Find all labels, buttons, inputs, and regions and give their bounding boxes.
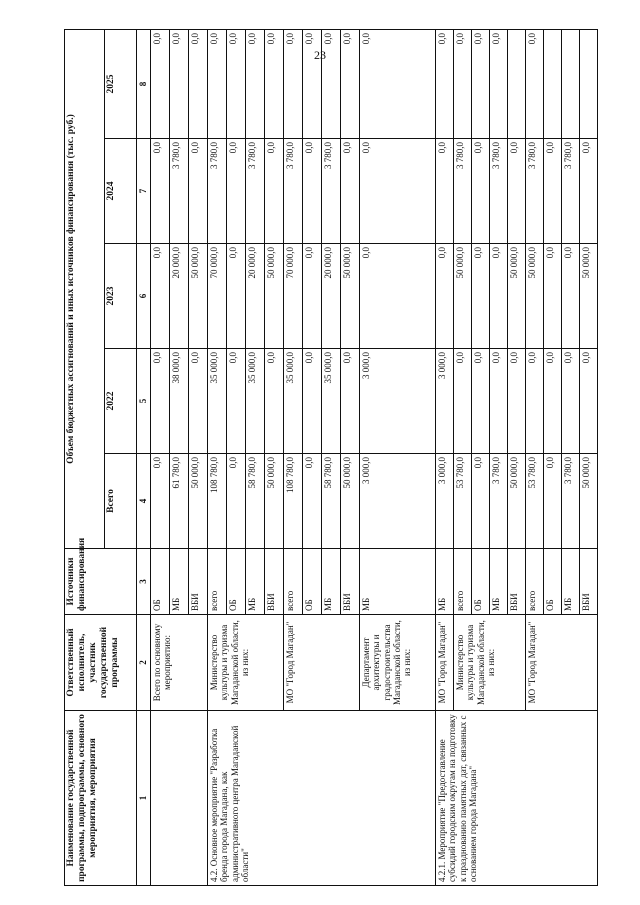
value-cell: 50 000,0	[265, 244, 284, 349]
value-cell: 0,0	[341, 349, 360, 454]
value-cell: 0,0	[544, 244, 562, 349]
page-number: 23	[314, 48, 326, 62]
executor-cell: МО "Город Магадан"	[436, 615, 454, 711]
table-row	[151, 29, 170, 885]
value-cell: 0,0	[189, 139, 208, 244]
value-cell: 3 780,0	[246, 139, 265, 244]
value-cell	[580, 29, 598, 138]
column-numbers-row	[137, 29, 151, 885]
header-year: 2025	[105, 29, 137, 138]
header-year: 2023	[105, 244, 137, 349]
value-cell: 0,0	[227, 29, 246, 138]
header-volume: Объем бюджетных ассигнований и иных источников финансирования (тыс. руб.)	[65, 29, 105, 548]
executor-cell: Министерство культуры и туризма Магаданской области, из них:	[208, 615, 284, 711]
value-cell: 3 780,0	[562, 454, 580, 549]
value-cell: 50 000,0	[580, 244, 598, 349]
executor-cell: Всего по основному мероприятию:	[151, 615, 208, 711]
source-cell: МБ	[246, 549, 265, 615]
value-cell: 0,0	[544, 349, 562, 454]
header-year: 2022	[105, 349, 137, 454]
header-total: Всего	[105, 454, 137, 549]
source-cell: МБ	[490, 549, 508, 615]
value-cell: 35 000,0	[246, 349, 265, 454]
source-cell: МБ	[360, 549, 436, 615]
source-cell: ВБИ	[265, 549, 284, 615]
value-cell: 3 780,0	[208, 139, 227, 244]
activity-name: 4.2.1. Мероприятие "Предоставление субсидий городским округам на подготовку к празднованию памятных дат, связанных с основанием города Магадана"	[436, 711, 598, 886]
rotated-table-wrapper	[64, 30, 591, 886]
value-cell: 0,0	[490, 244, 508, 349]
value-cell: 20 000,0	[246, 244, 265, 349]
column-number: 4	[137, 454, 151, 549]
value-cell: 0,0	[360, 139, 436, 244]
value-cell: 0,0	[189, 29, 208, 138]
column-number: 6	[137, 244, 151, 349]
value-cell: 20 000,0	[170, 244, 189, 349]
value-cell: 50 000,0	[508, 454, 526, 549]
value-cell: 0,0	[436, 244, 454, 349]
value-cell: 0,0	[472, 349, 490, 454]
column-number: 5	[137, 349, 151, 454]
source-cell: МБ	[562, 549, 580, 615]
value-cell: 0,0	[341, 139, 360, 244]
value-cell: 0,0	[227, 139, 246, 244]
value-cell	[562, 29, 580, 138]
value-cell: 50 000,0	[580, 454, 598, 549]
table-row	[436, 29, 454, 885]
program-name-cell	[151, 711, 208, 886]
value-cell: 35 000,0	[322, 349, 341, 454]
column-number: 1	[137, 711, 151, 886]
value-cell: 0,0	[227, 244, 246, 349]
value-cell: 3 780,0	[526, 139, 544, 244]
value-cell: 0,0	[189, 349, 208, 454]
source-cell: ОБ	[227, 549, 246, 615]
value-cell: 0,0	[490, 349, 508, 454]
value-cell: 0,0	[227, 349, 246, 454]
value-cell: 70 000,0	[284, 244, 303, 349]
source-cell: ОБ	[472, 549, 490, 615]
value-cell: 0,0	[544, 454, 562, 549]
value-cell: 0,0	[360, 244, 436, 349]
value-cell: 0,0	[490, 29, 508, 138]
value-cell: 50 000,0	[341, 244, 360, 349]
value-cell: 70 000,0	[208, 244, 227, 349]
main-activity-name: 4.2. Основное мероприятие "Разработка бренда города Магадана, как административного центра Магаданской области"	[208, 711, 436, 886]
value-cell: 0,0	[322, 29, 341, 138]
source-cell: ВБИ	[341, 549, 360, 615]
value-cell: 0,0	[265, 139, 284, 244]
value-cell: 35 000,0	[284, 349, 303, 454]
value-cell: 50 000,0	[526, 244, 544, 349]
header-name: Наименование государственной программы, подпрограммы, основного мероприятия, мероприятия	[65, 711, 137, 886]
value-cell: 3 780,0	[322, 139, 341, 244]
value-cell: 50 000,0	[341, 454, 360, 549]
header-row-1	[65, 29, 105, 885]
value-cell: 0,0	[303, 244, 322, 349]
value-cell: 0,0	[227, 454, 246, 549]
source-cell: МБ	[170, 549, 189, 615]
value-cell: 0,0	[303, 349, 322, 454]
value-cell: 0,0	[303, 454, 322, 549]
value-cell: 0,0	[526, 349, 544, 454]
value-cell: 61 780,0	[170, 454, 189, 549]
value-cell: 3 000,0	[360, 349, 436, 454]
source-cell: МБ	[436, 549, 454, 615]
source-cell: ВБИ	[189, 549, 208, 615]
value-cell: 50 000,0	[189, 244, 208, 349]
value-cell: 38 000,0	[170, 349, 189, 454]
source-cell: МБ	[322, 549, 341, 615]
value-cell: 0,0	[508, 349, 526, 454]
value-cell: 0,0	[508, 139, 526, 244]
source-cell: всего	[526, 549, 544, 615]
value-cell: 0,0	[454, 349, 472, 454]
column-number: 2	[137, 615, 151, 711]
value-cell: 0,0	[454, 29, 472, 138]
value-cell: 0,0	[303, 139, 322, 244]
column-number: 7	[137, 139, 151, 244]
value-cell: 0,0	[436, 29, 454, 138]
source-cell: ОБ	[303, 549, 322, 615]
value-cell: 0,0	[544, 139, 562, 244]
header-source: Источники финансирования	[65, 549, 137, 615]
document-frame	[64, 30, 591, 886]
value-cell: 58 780,0	[246, 454, 265, 549]
value-cell: 0,0	[265, 29, 284, 138]
value-cell	[508, 29, 526, 138]
value-cell: 3 000,0	[360, 454, 436, 549]
source-cell: всего	[208, 549, 227, 615]
source-cell: ВБИ	[580, 549, 598, 615]
value-cell: 0,0	[284, 29, 303, 138]
source-cell: всего	[454, 549, 472, 615]
value-cell: 0,0	[562, 244, 580, 349]
value-cell: 0,0	[170, 29, 189, 138]
financing-table	[64, 29, 598, 886]
value-cell: 108 780,0	[284, 454, 303, 549]
value-cell: 3 780,0	[454, 139, 472, 244]
value-cell: 0,0	[580, 139, 598, 244]
value-cell: 0,0	[436, 139, 454, 244]
value-cell: 0,0	[265, 349, 284, 454]
value-cell: 50 000,0	[265, 454, 284, 549]
header-year: 2024	[105, 139, 137, 244]
executor-cell: Министерство культуры и туризма Магаданской области, из них:	[454, 615, 526, 711]
value-cell: 3 780,0	[490, 139, 508, 244]
value-cell: 0,0	[472, 29, 490, 138]
value-cell: 3 000,0	[436, 349, 454, 454]
value-cell	[544, 29, 562, 138]
executor-cell: МО "Город Магадан"	[526, 615, 598, 711]
value-cell: 0,0	[151, 454, 170, 549]
value-cell: 3 780,0	[490, 454, 508, 549]
source-cell: всего	[284, 549, 303, 615]
executor-cell: Департамент архитектуры и градостроительства Магаданской области, из них:	[360, 615, 436, 711]
value-cell: 0,0	[580, 349, 598, 454]
header-executor: Ответственный исполнитель, участник государственной программы	[65, 615, 137, 711]
value-cell: 53 780,0	[526, 454, 544, 549]
value-cell: 0,0	[472, 454, 490, 549]
executor-cell: МО "Город Магадан"	[284, 615, 360, 711]
value-cell: 53 780,0	[454, 454, 472, 549]
value-cell: 35 000,0	[208, 349, 227, 454]
value-cell: 3 780,0	[562, 139, 580, 244]
value-cell: 3 780,0	[284, 139, 303, 244]
source-cell: ОБ	[544, 549, 562, 615]
value-cell: 0,0	[341, 29, 360, 138]
value-cell: 0,0	[151, 139, 170, 244]
value-cell: 0,0	[303, 29, 322, 138]
value-cell: 0,0	[246, 29, 265, 138]
value-cell: 0,0	[472, 244, 490, 349]
column-number: 3	[137, 549, 151, 615]
value-cell: 20 000,0	[322, 244, 341, 349]
value-cell: 0,0	[562, 349, 580, 454]
value-cell: 0,0	[151, 349, 170, 454]
source-cell: ВБИ	[508, 549, 526, 615]
value-cell: 0,0	[360, 29, 436, 138]
value-cell: 50 000,0	[189, 454, 208, 549]
value-cell: 0,0	[208, 29, 227, 138]
value-cell: 0,0	[526, 29, 544, 138]
column-number: 8	[137, 29, 151, 138]
value-cell: 0,0	[151, 244, 170, 349]
value-cell: 0,0	[472, 139, 490, 244]
value-cell: 0,0	[151, 29, 170, 138]
value-cell: 50 000,0	[454, 244, 472, 349]
table-row	[208, 29, 227, 885]
value-cell: 3 000,0	[436, 454, 454, 549]
source-cell: ОБ	[151, 549, 170, 615]
value-cell: 58 780,0	[322, 454, 341, 549]
value-cell: 3 780,0	[170, 139, 189, 244]
value-cell: 108 780,0	[208, 454, 227, 549]
value-cell: 50 000,0	[508, 244, 526, 349]
